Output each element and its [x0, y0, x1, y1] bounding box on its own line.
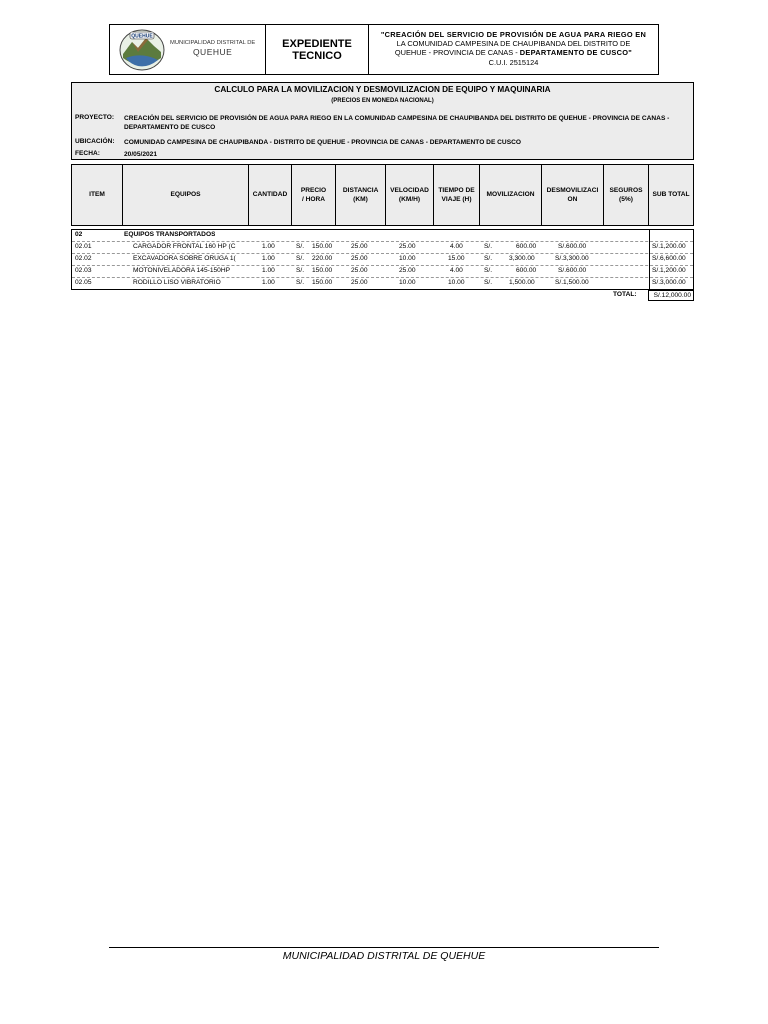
- row-precio: 220.00: [312, 255, 333, 262]
- row-movilizacion: 3,300.00: [509, 255, 535, 262]
- doc-type-line2: TECNICO: [292, 49, 342, 62]
- row-precio-currency: S/.: [296, 243, 305, 250]
- row-cantidad: 1.00: [262, 243, 275, 250]
- row-desmovilizacion: S/.3,300.00: [555, 255, 589, 262]
- row-desmovilizacion: S/.1,500.00: [555, 279, 589, 286]
- row-item: 02.02: [75, 255, 92, 262]
- row-cantidad: 1.00: [262, 255, 275, 262]
- ubicacion-value: COMUNIDAD CAMPESINA DE CHAUPIBANDA - DISTRITO DE QUEHUE - PROVINCIA DE CANAS - DEPARTAMENTO DE CUSCO: [124, 139, 521, 146]
- row-distancia: 25.00: [351, 243, 368, 250]
- row-distancia: 25.00: [351, 279, 368, 286]
- row-movilizacion: 600.00: [516, 243, 537, 250]
- row-tiempo: 4.00: [450, 267, 463, 274]
- row-mov-currency: S/.: [484, 267, 493, 274]
- row-tiempo: 10.00: [448, 279, 465, 286]
- proyecto-value: CREACIÓN DEL SERVICIO DE PROVISIÓN DE AGUA PARA RIEGO EN LA COMUNIDAD CAMPESINA DE CHAUPIBANDA DEL DISTRITO DE QUEHUE - PROVINCIA DE CANAS - DEPARTAMENTO DE CUSCO: [124, 115, 670, 132]
- col-seguros: SEGUROS (5%): [604, 165, 649, 225]
- info-block: [71, 82, 694, 160]
- total-label: TOTAL:: [613, 291, 637, 298]
- col-movilizacion: MOVILIZACION: [480, 165, 542, 225]
- cui-code: C.U.I. 2515124: [488, 57, 539, 67]
- row-precio-currency: S/.: [296, 279, 305, 286]
- col-cantidad: CANTIDAD: [249, 165, 292, 225]
- col-tiempo-viaje: TIEMPO DE VIAJE (H): [434, 165, 480, 225]
- row-mov-currency: S/.: [484, 255, 493, 262]
- row-velocidad: 10.00: [399, 279, 416, 286]
- municipality-line: MUNICIPALIDAD DISTRITAL DE: [170, 40, 256, 46]
- calc-title: CALCULO PARA LA MOVILIZACION Y DESMOVILIZACION DE EQUIPO Y MAQUINARIA: [214, 85, 551, 94]
- table-header: [71, 164, 694, 226]
- group-label: EQUIPOS TRANSPORTADOS: [124, 231, 216, 238]
- col-distancia: DISTANCIA (KM): [336, 165, 386, 225]
- row-precio: 150.00: [312, 279, 333, 286]
- row-desmovilizacion: S/.600.00: [558, 243, 587, 250]
- proyecto-label: PROYECTO:: [75, 114, 115, 121]
- col-equipos: EQUIPOS: [123, 165, 249, 225]
- row-distancia: 25.00: [351, 255, 368, 262]
- row-precio: 150.00: [312, 267, 333, 274]
- row-precio-currency: S/.: [296, 255, 305, 262]
- col-precio-hora: PRECIO / HORA: [292, 165, 336, 225]
- row-velocidad: 25.00: [399, 243, 416, 250]
- project-line3a: QUEHUE - PROVINCIA DE CANAS -: [394, 48, 520, 58]
- ubicacion-label: UBICACIÓN:: [75, 138, 115, 145]
- project-line2: LA COMUNIDAD CAMPESINA DE CHAUPIBANDA DEL DISTRITO DE: [396, 39, 631, 49]
- col-subtotal: SUB TOTAL: [652, 191, 690, 199]
- col-desmovilizacion: DESMOVILIZACI ON: [542, 165, 604, 225]
- row-tiempo: 4.00: [450, 243, 463, 250]
- table-body: [71, 229, 694, 290]
- row-desmovilizacion: S/.600.00: [558, 267, 587, 274]
- row-mov-currency: S/.: [484, 279, 493, 286]
- row-equipo: CARGADOR FRONTAL 160 HP (C: [133, 243, 236, 250]
- row-tiempo: 15.00: [448, 255, 465, 262]
- row-equipo: MOTONIVELADORA 145-150HP: [133, 267, 230, 274]
- doc-type-line1: EXPEDIENTE: [282, 37, 352, 50]
- row-item: 02.01: [75, 243, 92, 250]
- row-cantidad: 1.00: [262, 279, 275, 286]
- row-velocidad: 10.00: [399, 255, 416, 262]
- project-line3b: DEPARTAMENTO DE CUSCO": [519, 48, 633, 58]
- row-subtotal: S/.1,200.00: [652, 267, 686, 274]
- row-subtotal: S/.1,200.00: [652, 243, 686, 250]
- fecha-label: FECHA:: [75, 150, 100, 157]
- doc-type-cell: [266, 25, 369, 74]
- row-movilizacion: 600.00: [516, 267, 537, 274]
- project-line1: "CREACIÓN DEL SERVICIO DE PROVISIÓN DE AGUA PARA RIEGO EN: [380, 30, 647, 39]
- municipality-label: [170, 40, 255, 57]
- row-precio-currency: S/.: [296, 267, 305, 274]
- row-item: 02.03: [75, 267, 92, 274]
- header-logo-cell: [110, 25, 266, 74]
- calc-subtitle: (PRECIOS EN MONEDA NACIONAL): [331, 98, 434, 104]
- col-item: ITEM: [72, 165, 123, 225]
- footer-divider: [109, 947, 659, 948]
- row-movilizacion: 1,500.00: [509, 279, 535, 286]
- row-equipo: RODILLO LISO VIBRATORIO: [133, 279, 221, 286]
- row-distancia: 25.00: [351, 267, 368, 274]
- row-precio: 150.00: [312, 243, 333, 250]
- row-subtotal: S/.6,600.00: [652, 255, 686, 262]
- fecha-value: 20/05/2021: [124, 151, 158, 158]
- project-line3: [369, 48, 658, 57]
- row-mov-currency: S/.: [484, 243, 493, 250]
- document-header: [109, 24, 659, 75]
- municipality-logo-icon: [118, 28, 166, 72]
- group-item: 02: [75, 231, 83, 238]
- footer-text: MUNICIPALIDAD DISTRITAL DE QUEHUE: [282, 950, 486, 962]
- logo-text: QUEHUE: [131, 33, 153, 40]
- total-value: S/.12,000.00: [648, 290, 694, 301]
- project-title-cell: [369, 25, 658, 74]
- row-cantidad: 1.00: [262, 267, 275, 274]
- table-row: [72, 277, 693, 290]
- row-velocidad: 25.00: [399, 267, 416, 274]
- col-velocidad: VELOCIDAD (KM/H): [386, 165, 434, 225]
- municipality-name: QUEHUE: [192, 47, 233, 57]
- row-equipo: EXCAVADORA SOBRE ORUGA 1(: [133, 255, 236, 262]
- row-subtotal: S/.3,000.00: [652, 279, 686, 286]
- row-item: 02.05: [75, 279, 92, 286]
